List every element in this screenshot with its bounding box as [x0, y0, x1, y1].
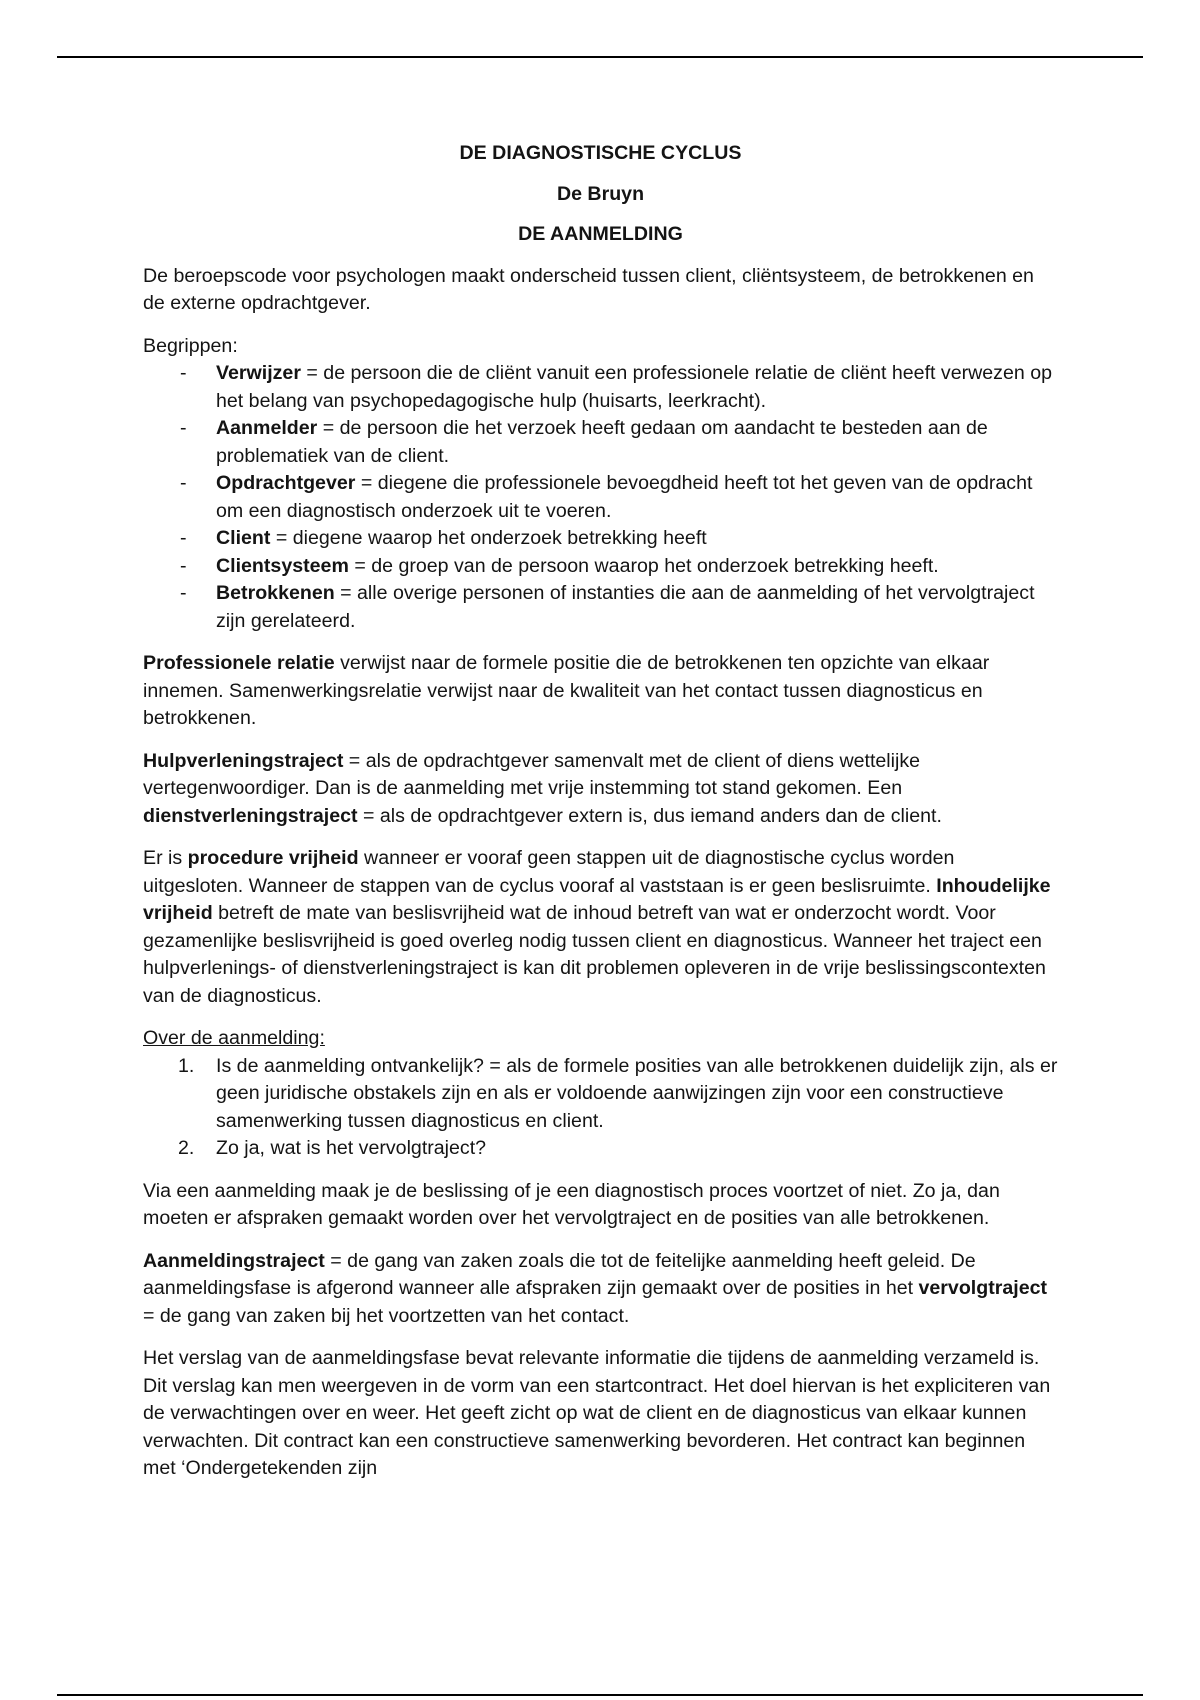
concept-definition: = alle overige personen of instanties die aan de aanmelding of het vervolgtraject zijn gerelateerd.: [216, 582, 1035, 632]
paragraph-text: betreft de mate van beslisvrijheid wat de inhoud betreft van wat er onderzocht wordt. Voor gezamenlijke beslisvrijheid is goed overleg nodig tussen client en diagnosticus. Wanneer het traject een hulpverlenings- of dienstverleningstraject is kan dit problemen opleveren in de vrije beslissingscontexten van de diagnosticus.: [143, 902, 1046, 1007]
bold-term: vervolgtraject: [918, 1277, 1048, 1299]
top-rule: [57, 56, 1143, 58]
over-label: Over de aanmelding:: [143, 1027, 325, 1049]
concept-definition: = de groep van de persoon waarop het onderzoek betrekking heeft.: [348, 554, 939, 577]
document-page: [143, 140, 1058, 1498]
list-item: [143, 553, 1058, 581]
concepts-list: [143, 360, 1058, 635]
beslissing-paragraph: Via een aanmelding maak je de beslissing of je een diagnostisch proces voortzet of niet. Zo ja, dan moeten er afspraken gemaakt worden over het vervolgtraject en de posities van alle betrokkenen.: [143, 1179, 1000, 1229]
list-item: [143, 580, 1058, 635]
paragraph-text: = de gang van zaken zoals die tot de feitelijke aanmelding heeft geleid. De aanmeldingsfase is afgerond wanneer alle afspraken zijn gemaakt over de posities in het: [143, 1249, 976, 1299]
concept-term: Aanmelder: [216, 417, 318, 439]
bold-term: Aanmeldingstraject: [143, 1249, 325, 1272]
section-heading: DE AANMELDING: [518, 223, 683, 245]
bottom-rule: [57, 1694, 1143, 1696]
concept-term: Opdrachtgever: [216, 472, 356, 494]
aanmeldingstraject-paragraph: [143, 1248, 1058, 1331]
list-item: [143, 470, 1058, 525]
document-title: DE DIAGNOSTISCHE CYCLUS: [459, 142, 742, 164]
concept-definition: = de persoon die het verzoek heeft gedaan om aandacht te besteden aan de problematiek van de client.: [216, 417, 988, 467]
document-author: De Bruyn: [556, 182, 645, 205]
bold-term: Hulpverleningstraject: [143, 749, 344, 772]
list-item-text: Zo ja, wat is het vervolgtraject?: [216, 1137, 487, 1159]
concept-term: Betrokkenen: [216, 582, 335, 604]
concept-definition: = diegene die professionele bevoegdheid heeft tot het geven van de opdracht om een diagnostisch onderzoek uit te voeren.: [216, 472, 1033, 522]
verslag-paragraph: Het verslag van de aanmeldingsfase bevat relevante informatie die tijdens de aanmelding verzameld is. Dit verslag kan men weergeven in de vorm van een startcontract. Het doel hiervan is het expliciteren van de verwachtingen over en weer. Het geeft zicht op wat de client en de diagnosticus van elkaar kunnen verwachten. Dit contract kan een constructieve samenwerking bevorderen. Het contract kan beginnen met ‘Ondergetekenden zijn: [143, 1347, 1051, 1479]
paragraph-text: verwijst naar de formele positie die de betrokkenen ten opzichte van elkaar innemen. Samenwerkingsrelatie verwijst naar de kwaliteit van het contact tussen diagnosticus en betrokkenen.: [143, 652, 990, 729]
bullet-marker: -: [180, 554, 187, 577]
bold-term: Professionele relatie: [143, 652, 335, 674]
paragraph-text: Er is: [143, 847, 188, 869]
concept-definition: = diegene waarop het onderzoek betrekking heeft: [270, 527, 707, 549]
bullet-marker: -: [180, 417, 187, 439]
list-item-text: Is de aanmelding ontvankelijk? = als de formele posities van alle betrokkenen duidelijk zijn, als er geen juridische obstakels zijn en als er voldoende aanwijzingen zijn voor een constructieve samenwerking tussen diagnosticus en client.: [216, 1054, 1058, 1132]
list-number: 1.: [178, 1054, 195, 1077]
list-item: [143, 525, 1058, 553]
traject-paragraph: [143, 748, 1058, 831]
concept-term: Verwijzer: [216, 362, 301, 384]
over-list: [143, 1053, 1058, 1163]
bold-term: procedure vrijheid: [187, 847, 359, 869]
bold-term: Inhoudelijke vrijheid: [143, 874, 1051, 924]
paragraph-text: = de gang van zaken bij het voortzetten van het contact.: [143, 1304, 630, 1327]
list-item: [143, 415, 1058, 470]
concepts-label: Begrippen:: [143, 334, 238, 357]
list-item: [143, 1053, 1058, 1136]
intro-paragraph: De beroepscode voor psychologen maakt onderscheid tussen client, cliëntsysteem, de betrokkenen en de externe opdrachtgever.: [143, 264, 1034, 314]
bullet-marker: -: [180, 582, 187, 604]
concept-term: Client: [216, 527, 271, 549]
concept-term: Clientsysteem: [216, 554, 349, 577]
list-number: 2.: [178, 1137, 195, 1159]
vrijheid-paragraph: [143, 845, 1058, 1010]
list-item: [143, 1135, 1058, 1163]
paragraph-text: = als de opdrachtgever extern is, dus iemand anders dan de client.: [357, 804, 942, 827]
paragraph-text: = als de opdrachtgever samenvalt met de client of diens wettelijke vertegenwoordiger. Dan is de aanmelding met vrije instemming tot stand gekomen. Een: [143, 749, 921, 799]
bold-term: dienstverleningstraject: [143, 804, 358, 827]
bullet-marker: -: [180, 527, 187, 549]
list-item: [143, 360, 1058, 415]
concept-definition: = de persoon die de cliënt vanuit een professionele relatie de cliënt heeft verwezen op het belang van psychopedagogische hulp (huisarts, leerkracht).: [216, 362, 1053, 412]
paragraph-text: wanneer er vooraf geen stappen uit de diagnostische cyclus worden uitgesloten. Wanneer de stappen van de cyclus vooraf al vaststaan is er geen beslisruimte.: [143, 847, 955, 897]
bullet-marker: -: [180, 362, 187, 384]
bullet-marker: -: [180, 472, 187, 494]
relatie-paragraph: [143, 650, 1058, 733]
